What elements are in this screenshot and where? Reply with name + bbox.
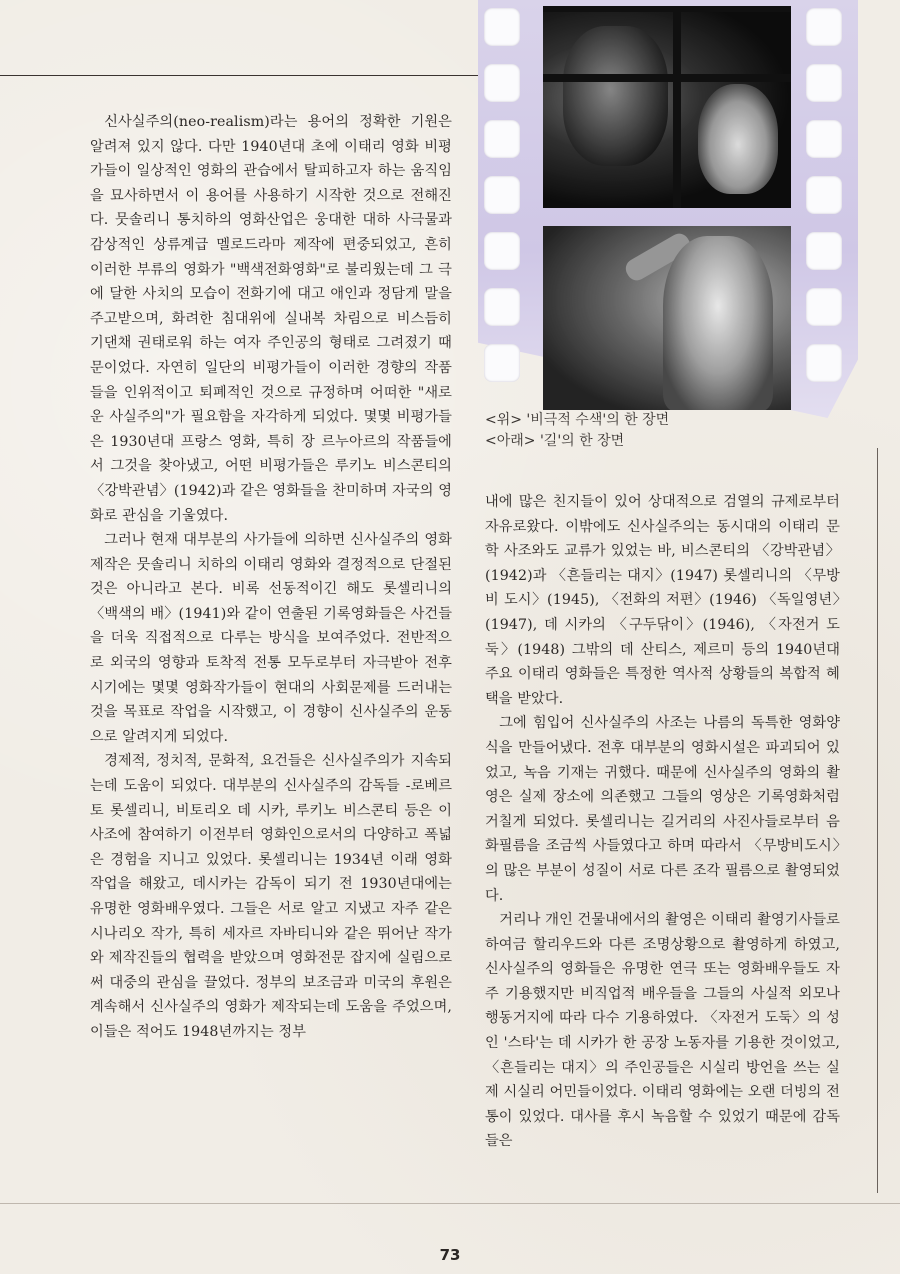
photo-caption — [485, 410, 785, 452]
film-still-top — [543, 6, 791, 208]
caption-bottom: <아래> '길'의 한 장면 — [485, 433, 625, 449]
film-still-bottom — [543, 226, 791, 410]
page-number: 73 — [439, 1246, 461, 1264]
paragraph: 경제적, 정치적, 문화적, 요건들은 신사실주의가 지속되는데 도움이 되었다. 대부분의 신사실주의 감독들 -로베르토 롯셀리니, 비토리오 데 시카, 루키노 비스콘티 등은 이 사조에 참여하기 이전부터 영화인으로서의 다양하고 폭넓은 경험을 지니고 있었다. 롯셀리니는 1934년 이래 영화작업을 해왔고, 데시카는 감독이 되기 전 1930년대에는 유명한 영화배우였다. 그들은 서로 알고 지냈고 자주 같은 시나리오 작가, 특히 세자르 자바티니와 같은 뛰어난 작가와 제작진들의 협력을 받았으며 영화전문 잡지에 실림으로써 대중의 관심을 끌었다. 정부의 보조금과 미국의 후원은 계속해서 신사실주의 영화가 제작되는데 도움을 주었으며, 이들은 적어도 1948년까지는 정부 — [90, 753, 452, 1040]
left-text-column — [90, 110, 452, 1045]
paragraph: 거리나 개인 건물내에서의 촬영은 이태리 촬영기사들로 하여금 할리우드와 다른 조명상황으로 촬영하게 하였고, 신사실주의 영화들은 유명한 연극 또는 영화배우들도 자주 기용했지만 비직업적 배우들을 그들의 사실적 외모나 행동거지에 따라 다수 기용하였다. 〈자전거 도둑〉의 성인 '스타'는 데 시카가 한 공장 노동자를 기용한 것이었고, 〈흔들리는 대지〉의 주인공들은 시실리 방언을 쓰는 실제 시실리 어민들이었다. 이태리 영화에는 오랜 더빙의 전통이 있었다. 대사를 후시 녹음할 수 있었기 때문에 감독들은 — [485, 912, 840, 1150]
paragraph: 신사실주의(neo-realism)라는 용어의 정확한 기원은 알려져 있지 않다. 다만 1940년대 초에 이태리 영화 비평가들이 일상적인 영화의 관습에서 탈피하고자 하는 움직임을 묘사하면서 이 용어를 사용하기 시작한 것으로 전해진다. 뭇솔리니 통치하의 영화산업은 웅대한 대하 사극물과 감상적인 상류계급 멜로드라마 제작에 편중되었고, 흔히 이러한 부류의 영화가 "백색전화영화"로 불리웠는데 그 극에 달한 사치의 모습이 전화기에 대고 애인과 정담게 말을 주고받으며, 화려한 침대위에 실내복 차림으로 비스듬히 기댄채 권태로워 하는 여자 주인공의 형태로 그려졌기 때문이었다. 자연히 일단의 비평가들이 이러한 경향의 작품들을 인위적이고 퇴폐적인 것으로 규정하며 어떠한 "새로운 사실주의"가 필요함을 자각하게 되었다. 몇몇 비평가들은 1930년대 프랑스 영화, 특히 장 르누아르의 작품들에서 그것을 찾아냈고, 어떤 비평가들은 루키노 비스콘티의 〈강박관념〉(1942)과 같은 영화들을 찬미하며 자국의 영화로 관심을 기울였다. — [90, 114, 452, 524]
top-divider — [0, 75, 480, 76]
film-strip-sprockets-right — [806, 8, 846, 408]
right-divider — [877, 448, 878, 1193]
paragraph: 내에 많은 친지들이 있어 상대적으로 검열의 규제로부터 자유로왔다. 이밖에도 신사실주의는 동시대의 이태리 문학 사조와도 교류가 있었는 바, 비스콘티의 〈강박관념〉(1942)과 〈흔들리는 대지〉(1947) 롯셀리니의 〈무방비 도시〉(1945), 〈전화의 저편〉(1946) 〈독일영년〉(1947), 데 시카의 〈구두닦이〉(1946), 〈자전거 도둑〉(1948) 그밖의 데 산티스, 제르미 등의 1940년대 주요 이태리 영화들은 특정한 역사적 상황들의 복합적 혜택을 받았다. — [485, 494, 840, 707]
right-text-column — [485, 490, 840, 1154]
paragraph: 그에 힘입어 신사실주의 사조는 나름의 독특한 영화양식을 만들어냈다. 전후 대부분의 영화시설은 파괴되어 있었고, 녹음 기재는 귀했다. 때문에 신사실주의 영화의 촬영은 실제 장소에 의존했고 그들의 영상은 기록영화처럼 거칠게 되었다. 롯셀리니는 길거리의 사진사들로부터 음화필름을 조금씩 사들였다고 하며 따라서 〈무방비도시〉의 많은 부분이 성질이 서로 다른 조각 필름으로 촬영되었다. — [485, 715, 840, 904]
film-strip-icon — [484, 8, 524, 408]
paragraph: 그러나 현재 대부분의 사가들에 의하면 신사실주의 영화제작은 뭇솔리니 치하의 이태리 영화와 결정적으로 단절된 것은 아니라고 본다. 비록 선동적이긴 해도 롯셀리니의 〈백색의 배〉(1941)와 같이 연출된 기록영화들은 사건들을 더욱 직접적으로 다루는 방식을 보여주었다. 전반적으로 외국의 영향과 토착적 전통 모두로부터 자극받아 전후 시기에는 몇몇 영화작가들이 현대의 사회문제를 드러내는 것을 목표로 작업을 시작했고, 이 경향이 신사실주의 운동으로 알려지게 되었다. — [90, 532, 452, 745]
bottom-divider — [0, 1203, 900, 1204]
caption-top: <위> '비극적 수색'의 한 장면 — [485, 412, 670, 428]
